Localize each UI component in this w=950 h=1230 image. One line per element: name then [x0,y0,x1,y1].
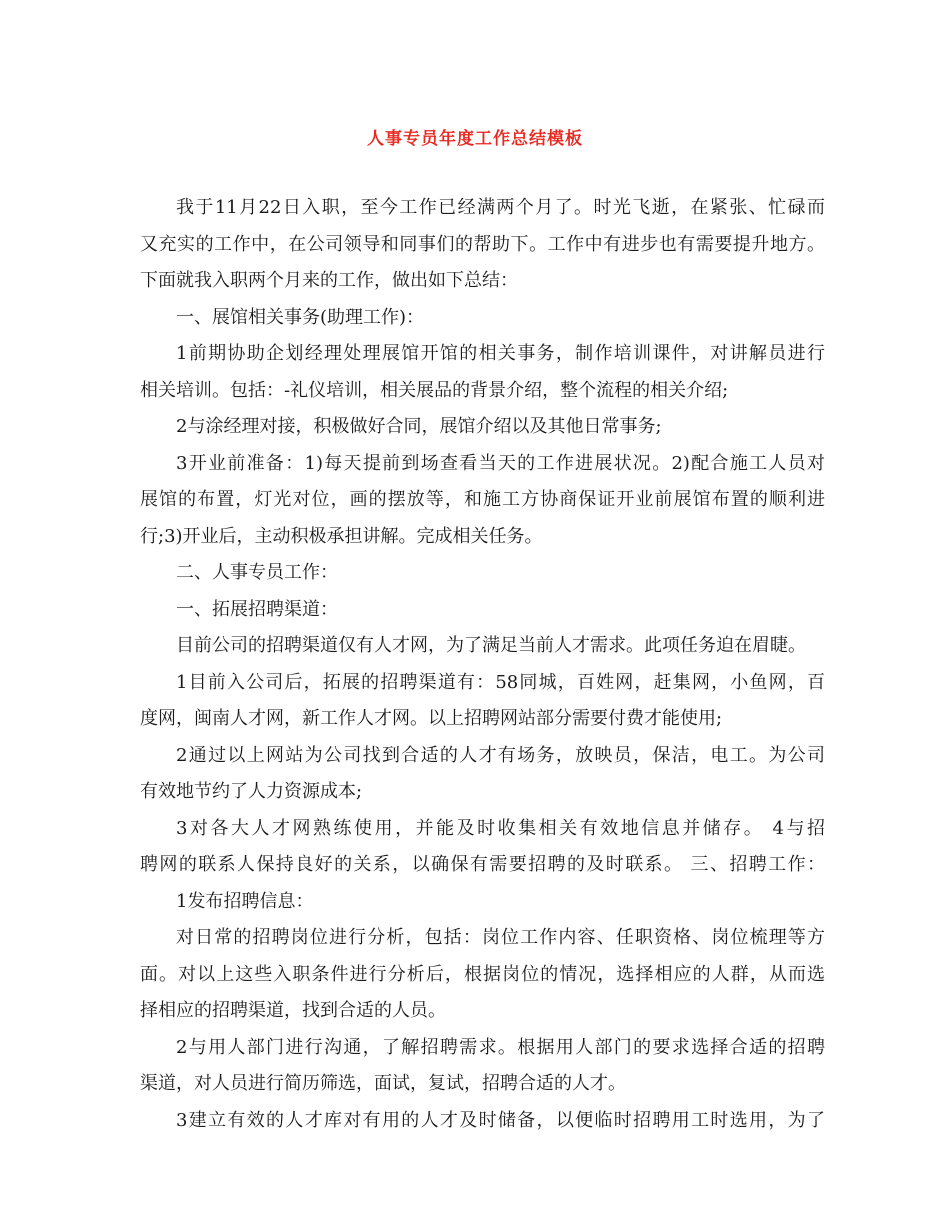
paragraph-line: 1前期协助企划经理处理展馆开馆的相关事务，制作培训课件，对讲解员进行 [176,343,825,364]
paragraph-line: 展馆的布置，灯光对位，画的摆放等，和施工方协商保证开业前展馆布置的顺利进 [140,489,825,510]
paragraph-line: 1目前入公司后，拓展的招聘渠道有：58同城，百姓网，赶集网，小鱼网，百 [176,671,825,693]
paragraph-line: 渠道，对人员进行简历筛选，面试，复试，招聘合适的人才。 [140,1073,626,1094]
paragraph-line: 行;3)开业后，主动积极承担讲解。完成相关任务。 [140,525,543,547]
document-title: 人事专员年度工作总结模板 [367,129,583,149]
paragraph-line: 3建立有效的人才库对有用的人才及时储备，以便临时招聘用工时选用，为了 [176,1109,825,1131]
paragraph-line: 下面就我入职两个月来的工作，做出如下总结： [140,270,518,291]
paragraph-line: 3开业前准备：1)每天提前到场查看当天的工作进展状况。2)配合施工人员对 [176,452,825,474]
paragraph-line: 目前公司的招聘渠道仅有人才网，为了满足当前人才需求。此项任务迫在眉睫。 [176,635,806,656]
paragraph-line: 相关培训。包括：-礼仪培训，相关展品的背景介绍，整个流程的相关介绍; [140,379,729,401]
paragraph-line: 择相应的招聘渠道，找到合适的人员。 [140,1000,446,1021]
paragraph-line: 1发布招聘信息： [176,890,314,912]
paragraph-line: 又充实的工作中，在公司领导和同事们的帮助下。工作中有进步也有需要提升地方。 [140,233,825,255]
paragraph-line: 2与涂经理对接，积极做好合同，展馆介绍以及其他日常事务; [176,416,662,437]
paragraph-line: 度网，闽南人才网，新工作人才网。以上招聘网站部分需要付费才能使用; [140,708,723,729]
paragraph-line: 面。对以上这些入职条件进行分析后，根据岗位的情况，选择相应的人群，从而选 [140,963,825,985]
paragraph-line: 二、人事专员工作： [176,562,338,583]
paragraph-line: 2与用人部门进行沟通，了解招聘需求。根据用人部门的要求选择合适的招聘 [176,1036,825,1058]
paragraph-line: 3对各大人才网熟练使用，并能及时收集相关有效地信息并储存。 4与招 [176,817,825,839]
paragraph-line: 我于11月22日入职，至今工作已经满两个月了。时光飞逝，在紧张、忙碌而 [176,197,825,218]
paragraph-line: 聘网的联系人保持良好的关系，以确保有需要招聘的及时联系。 三、招聘工作： [140,854,825,875]
paragraph-line: 有效地节约了人力资源成本; [140,781,363,802]
paragraph-line: 一、拓展招聘渠道： [176,598,338,620]
document-body [140,194,825,1143]
paragraph-line: 对日常的招聘岗位进行分析，包括：岗位工作内容、任职资格、岗位梳理等方 [176,927,825,948]
paragraph-line: 一、展馆相关事务(助理工作)： [176,306,425,328]
paragraph-line: 2通过以上网站为公司找到合适的人才有场务，放映员，保洁，电工。为公司 [176,744,825,766]
